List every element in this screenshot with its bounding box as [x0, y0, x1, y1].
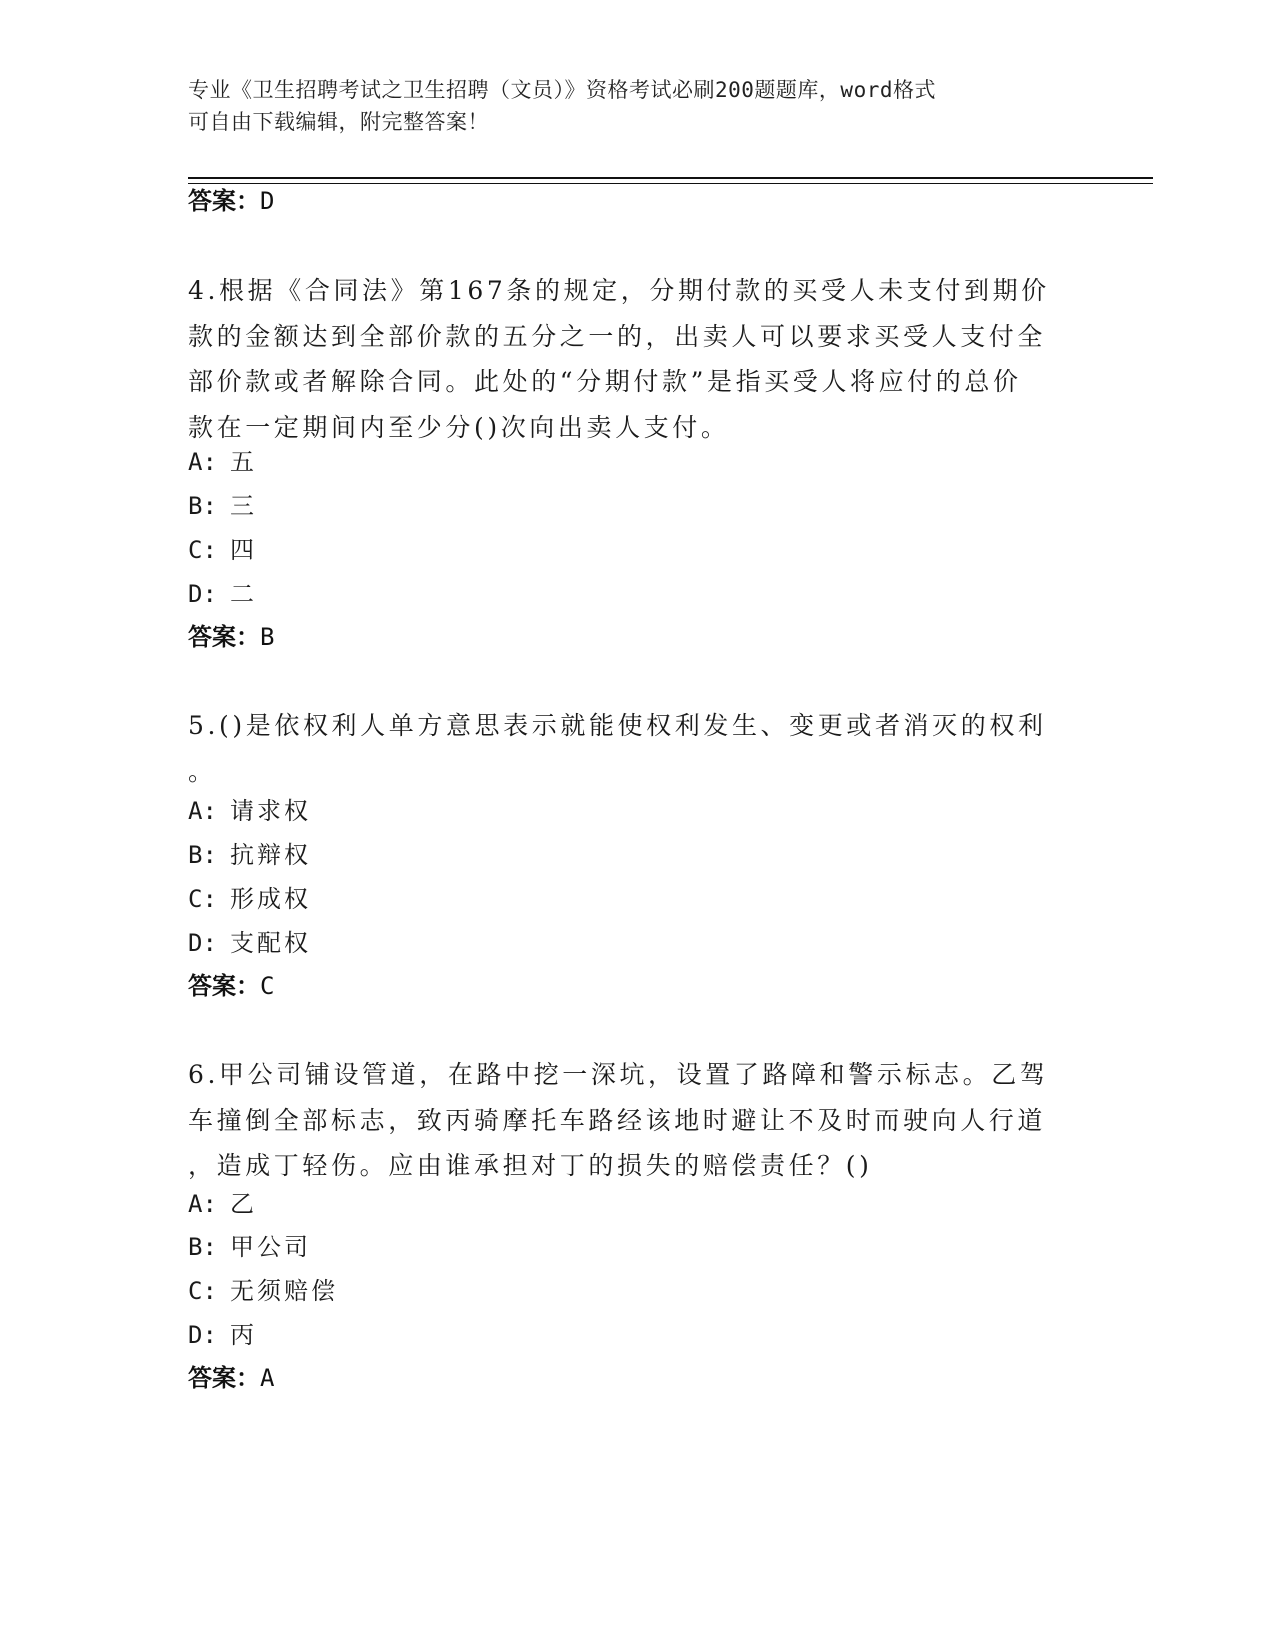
answer-value: A [260, 1364, 275, 1392]
question-4-option-c [188, 535, 257, 565]
option-text: 乙 [230, 1190, 257, 1218]
option-key: D: [188, 1321, 217, 1349]
question-6-stem [188, 1052, 1068, 1189]
question-5-option-d [188, 928, 311, 958]
question-6-answer [188, 1363, 274, 1393]
question-line: 5.()是依权利人单方意思表示就能使权利发生、变更或者消灭的权利 [188, 711, 1047, 740]
header-title-line-2: 可自由下载编辑，附完整答案！ [188, 110, 489, 134]
question-line: 款的金额达到全部价款的五分之一的，出卖人可以要求买受人支付全 [188, 321, 1047, 351]
option-text: 三 [230, 492, 257, 520]
option-text: 甲公司 [230, 1233, 311, 1261]
question-line: 。 [188, 756, 217, 786]
option-key: B: [188, 1233, 217, 1261]
question-4-option-d [188, 579, 257, 609]
question-line: 部价款或者解除合同。此处的“分期付款”是指买受人将应付的总价 [188, 367, 1022, 396]
answer-label: 答案： [188, 623, 260, 651]
question-5-option-c [188, 884, 311, 914]
answer-value: D [260, 187, 275, 215]
question-6-option-c [188, 1276, 338, 1306]
option-text: 形成权 [230, 885, 311, 913]
prev-answer [188, 186, 274, 216]
option-text: 四 [230, 536, 257, 564]
option-key: D: [188, 580, 217, 608]
option-text: 无须赔偿 [230, 1277, 338, 1305]
option-text: 二 [230, 580, 257, 608]
question-line: 款在一定期间内至少分()次向出卖人支付。 [188, 412, 730, 442]
option-text: 抗辩权 [230, 841, 311, 869]
option-text: 支配权 [230, 929, 311, 957]
option-key: A: [188, 448, 217, 476]
question-6-option-b [188, 1232, 311, 1262]
option-key: A: [188, 1190, 217, 1218]
answer-label: 答案： [188, 1364, 260, 1392]
option-key: C: [188, 885, 217, 913]
question-4-stem [188, 268, 1068, 450]
question-4-option-a [188, 447, 257, 477]
question-line: ，造成丁轻伤。应由谁承担对丁的损失的赔偿责任？() [188, 1151, 873, 1180]
document-header [188, 74, 1088, 138]
question-4-option-b [188, 491, 257, 521]
option-text: 请求权 [230, 797, 311, 825]
option-key: D: [188, 929, 217, 957]
question-line: 6.甲公司铺设管道，在路中挖一深坑，设置了路障和警示标志。乙驾 [188, 1060, 1049, 1089]
question-line: 4.根据《合同法》第167条的规定，分期付款的买受人未支付到期价 [188, 276, 1050, 305]
header-rule-thick [188, 177, 1153, 179]
option-key: A: [188, 797, 217, 825]
header-title-line-1: 专业《卫生招聘考试之卫生招聘（文员）》资格考试必刷200题题库，word格式 [188, 78, 936, 102]
option-key: B: [188, 492, 217, 520]
answer-label: 答案： [188, 972, 260, 1000]
question-5-stem [188, 703, 1068, 794]
option-key: C: [188, 536, 217, 564]
question-4-answer [188, 622, 274, 652]
answer-value: C [260, 972, 275, 1000]
question-5-option-a [188, 796, 311, 826]
question-6-option-d [188, 1320, 257, 1350]
option-key: C: [188, 1277, 217, 1305]
question-6-option-a [188, 1189, 257, 1219]
question-5-answer [188, 971, 274, 1001]
question-5-option-b [188, 840, 311, 870]
question-line: 车撞倒全部标志，致丙骑摩托车路经该地时避让不及时而驶向人行道 [188, 1105, 1047, 1135]
header-rule-thin [188, 183, 1153, 184]
option-text: 五 [230, 448, 257, 476]
option-key: B: [188, 841, 217, 869]
answer-label: 答案： [188, 187, 260, 215]
answer-value: B [260, 623, 275, 651]
option-text: 丙 [230, 1321, 257, 1349]
